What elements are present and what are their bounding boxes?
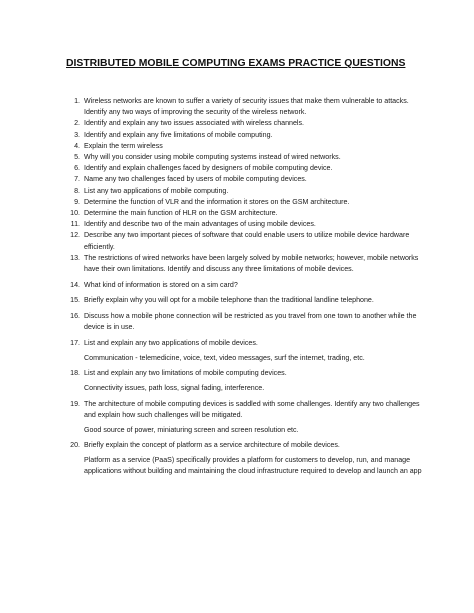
question-text: Name any two challenges faced by users of mobile computing devices.: [84, 175, 307, 184]
question-item: [58, 253, 430, 275]
question-text: The architecture of mobile computing devices is saddled with some challenges. Identify any two challenges and explain how such challenges will be mitigated.: [84, 399, 420, 420]
question-number: 17.: [70, 339, 80, 348]
question-item: [58, 338, 430, 364]
question-item: [58, 440, 430, 477]
question-number: 2.: [74, 119, 80, 128]
question-text: Discuss how a mobile phone connection will be restricted as you travel from one town to another while the device is in use.: [84, 312, 417, 332]
question-answer: Connectivity issues, path loss, signal fading, interference.: [84, 384, 265, 393]
question-number: 19.: [70, 399, 80, 408]
question-item: [58, 311, 430, 333]
question-text: List and explain any two limitations of mobile computing devices.: [84, 369, 287, 378]
question-number: 13.: [70, 253, 80, 262]
question-number: 4.: [74, 141, 80, 150]
question-item: [58, 130, 430, 141]
question-number: 14.: [70, 280, 80, 289]
question-text: List and explain any two applications of mobile devices.: [84, 339, 258, 348]
question-text: Determine the function of VLR and the information it stores on the GSM architecture.: [84, 197, 350, 206]
question-item: [58, 208, 430, 219]
question-number: 3.: [74, 130, 80, 139]
question-item: [58, 280, 430, 291]
question-number: 6.: [74, 164, 80, 173]
question-text: The restrictions of wired networks have been largely solved by mobile networks; however, mobile networks have their own limitations. Identify and discuss any three limitations of mobile devices.: [84, 253, 419, 274]
question-item: [58, 163, 430, 174]
question-number: 18.: [70, 369, 80, 378]
question-text: Why will you consider using mobile computing systems instead of wired networks.: [84, 153, 341, 162]
question-item: [58, 219, 430, 230]
question-text: Identify and explain any two issues associated with wireless channels.: [84, 119, 305, 128]
question-item: [58, 368, 430, 394]
question-item: [58, 152, 430, 163]
question-text: Briefly explain the concept of platform as a service architecture of mobile devices.: [84, 441, 340, 450]
question-item: [58, 141, 430, 152]
question-item: [58, 230, 430, 252]
question-item: [58, 118, 430, 129]
question-item: [58, 295, 430, 306]
question-answer: Communication - telemedicine, voice, text, video messages, surf the internet, trading, etc.: [84, 353, 365, 362]
question-number: 15.: [70, 296, 80, 305]
question-list: [58, 96, 430, 478]
question-number: 20.: [70, 441, 80, 450]
question-number: 11.: [70, 220, 80, 229]
question-number: 1.: [74, 97, 80, 105]
question-number: 8.: [74, 186, 80, 195]
question-number: 9.: [74, 197, 80, 206]
question-number: 5.: [74, 153, 80, 162]
question-item: [58, 174, 430, 185]
question-answer: Platform as a service (PaaS) specifically provides a platform for customers to develop, run, and manage applications without building and maintaining the cloud infrastructure required to develop and launch an app: [84, 456, 422, 476]
question-text: List any two applications of mobile computing.: [84, 186, 229, 195]
question-answer: Good source of power, miniaturing screen and screen resolution etc.: [84, 425, 299, 434]
question-text: What kind of information is stored on a sim card?: [84, 280, 238, 289]
question-number: 12.: [70, 231, 80, 240]
question-text: Explain the term wireless: [84, 141, 163, 150]
question-number: 10.: [70, 209, 80, 218]
document-title: DISTRIBUTED MOBILE COMPUTING EXAMS PRACTICE QUESTIONS: [66, 58, 406, 69]
question-item: [58, 197, 430, 208]
question-item: [58, 186, 430, 197]
question-text: Wireless networks are known to suffer a variety of security issues that make them vulnerable to attacks. Identify any two ways of improving the security of the wireless network.: [84, 97, 409, 117]
question-text: Identify and describe two of the main advantages of using mobile devices.: [84, 220, 316, 229]
question-item: [58, 96, 430, 118]
question-text: Briefly explain why you will opt for a mobile telephone than the traditional landline telephone.: [84, 296, 374, 305]
question-text: Determine the main function of HLR on the GSM architecture.: [84, 209, 278, 218]
question-number: 7.: [74, 175, 80, 184]
question-text: Identify and explain any five limitations of mobile computing.: [84, 130, 273, 139]
question-text: Describe any two important pieces of software that could enable users to utilize mobile device hardware efficiently.: [84, 231, 410, 251]
question-item: [58, 399, 430, 436]
question-text: Identify and explain challenges faced by designers of mobile computing device.: [84, 164, 333, 173]
question-number: 16.: [70, 312, 80, 321]
